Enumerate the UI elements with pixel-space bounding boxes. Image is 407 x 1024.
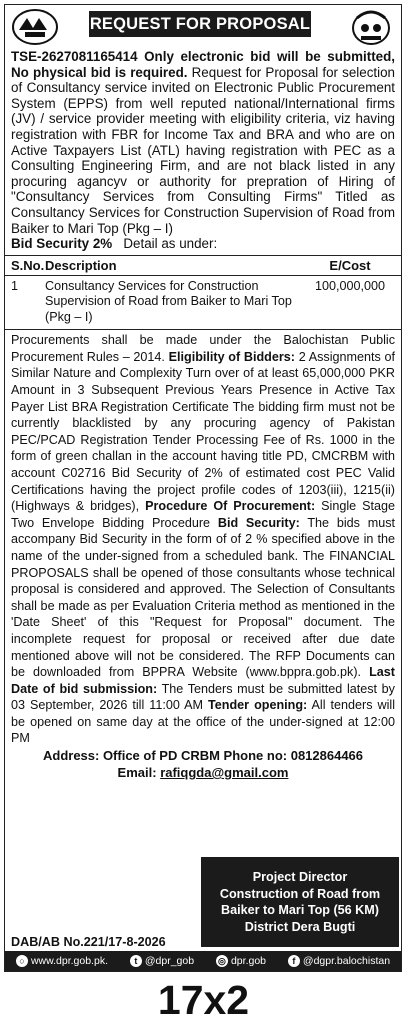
- signature-title: Project Director: [252, 870, 348, 884]
- bid-security-label: Bid Security 2%: [11, 236, 113, 252]
- email-label: Email:: [117, 765, 157, 781]
- header-cost: E/Cost: [329, 257, 371, 273]
- facebook-icon: f: [288, 955, 300, 967]
- eligibility-text: 2 Assignments of Similar Nature and Complexity Turn over of at least 65,000,000 PKR Amount in 3 Subsequent Previous Years Presence in Active Tax Payer List BRA Registration Certificate The bidding firm must not be currently blacklisted by any procuring agency of Pakistan PEC/PCAD Registration Tender Processing Fee of Rs. 1000 in the form of green challan in the account having title PD, CMCRBM with account C02716 Bid Security of 2% of estimated cost PEC Valid Certifications having the project profile codes of 1203(iii), 1215(ii) (Highways & bridges),: [11, 349, 395, 514]
- globe-icon: ○: [16, 955, 28, 967]
- advertisement: [4, 4, 402, 972]
- intro-text: Request for Proposal for selection of Consultancy service invited on Electronic Public Procurement System (EPPS) from well reputed national/International firms (JV) / service provider meeting with eligibility criteria, viz having registration with FBR for Income Tax and BRA and who are on Active Taxpayers List (ATL) having registration with PEC as a Consulting Engineering Firm, and are not black listed in any procuring agancyv or authority for prepration of Hiring of "Consultancy Services from Consulting Firms" Titled as Consultancy Services for Construction Supervision of Road from Baiker to Mari Top (Pkg – I): [11, 64, 395, 236]
- opening-heading: Tender opening:: [208, 698, 308, 713]
- footer-instagram[interactable]: ◎ dpr.gob: [216, 951, 266, 971]
- opening-text: All tenders will be opened on same day at the office of the under-signed at 12:00 PM: [11, 698, 395, 746]
- tender-number: TSE-2627081165414 Only electronic bid will be submitted, No physical bid is required.: [11, 49, 395, 80]
- footer-bar: [5, 951, 401, 971]
- last-date-heading: Last Date of bid submission:: [11, 665, 395, 696]
- details-paragraph: [5, 330, 401, 747]
- header-sno: S.No.: [11, 257, 45, 273]
- signature-line-3: Baiker to Mari Top (56 KM): [221, 903, 379, 917]
- signature-line-2: Construction of Road from: [219, 886, 381, 901]
- government-logo-icon: [11, 8, 59, 46]
- twitter-icon: t: [130, 955, 142, 967]
- intro-paragraph: [5, 49, 401, 252]
- procurement-text: Single Stage Two Envelope Bidding Procedure: [11, 499, 396, 530]
- last-date-text: The Tenders must be submitted latest by 03 September, 2026 till 11:00 AM: [11, 681, 395, 713]
- security-heading: Bid Security:: [217, 515, 300, 530]
- balochistan-emblem-icon: [347, 8, 395, 46]
- signature-block: [201, 857, 399, 947]
- table-header: [5, 255, 401, 276]
- row-description: Consultancy Services for Construction Supervision of Road from Baiker to Mari Top (Pkg – I): [45, 278, 292, 324]
- ad-size-label: 17x2: [157, 977, 250, 1023]
- header-description: Description: [45, 257, 117, 273]
- footer-facebook[interactable]: f @dgpr.balochistan: [288, 951, 390, 971]
- table-row: [5, 276, 401, 331]
- row-cost: 100,000,000: [314, 278, 386, 293]
- page-title: REQUEST FOR PROPOSAL: [89, 11, 311, 37]
- instagram-icon: ◎: [216, 955, 228, 967]
- row-sno: 1: [11, 278, 19, 293]
- address-line: Address: Office of PD CRBM Phone no: 0812864466: [42, 748, 364, 764]
- footer-website[interactable]: ○ www.dpr.gob.pk.: [16, 951, 108, 971]
- security-text: The bids must accompany Bid Security in the form of of 2 % specified above in the name of the under-signed from a scheduled bank. The FINANCIAL PROPOSALS shall be opened of those consultants whose technical proposal is considered and approved. The Selection of Consultants shall be made as per Evaluation Criteria method as mentioned in the 'Date Sheet' of this "Request for Proposal" document. The incomplete request for proposal or received after due date mentioned above will not be considered. The RFP Documents can be downloaded from BPPRA Website (www.bppra.gob.pk).: [11, 515, 396, 680]
- footer-twitter[interactable]: t @dpr_gob: [130, 951, 194, 971]
- procurement-heading: Procedure Of Procurement:: [145, 499, 316, 514]
- eligibility-heading: Eligibility of Bidders:: [168, 349, 295, 364]
- detail-text: Detail as under:: [123, 236, 218, 252]
- email-link[interactable]: rafiqgda@gmail.com: [160, 765, 289, 781]
- header: [5, 5, 401, 49]
- signature-line-4: District Dera Bugti: [244, 919, 356, 934]
- dab-reference: DAB/AB No.221/17-8-2026: [11, 935, 166, 949]
- rules-text: Procurements shall be made under the Balochistan Public Procurement Rules – 2014.: [11, 333, 395, 364]
- email-line: [5, 764, 401, 781]
